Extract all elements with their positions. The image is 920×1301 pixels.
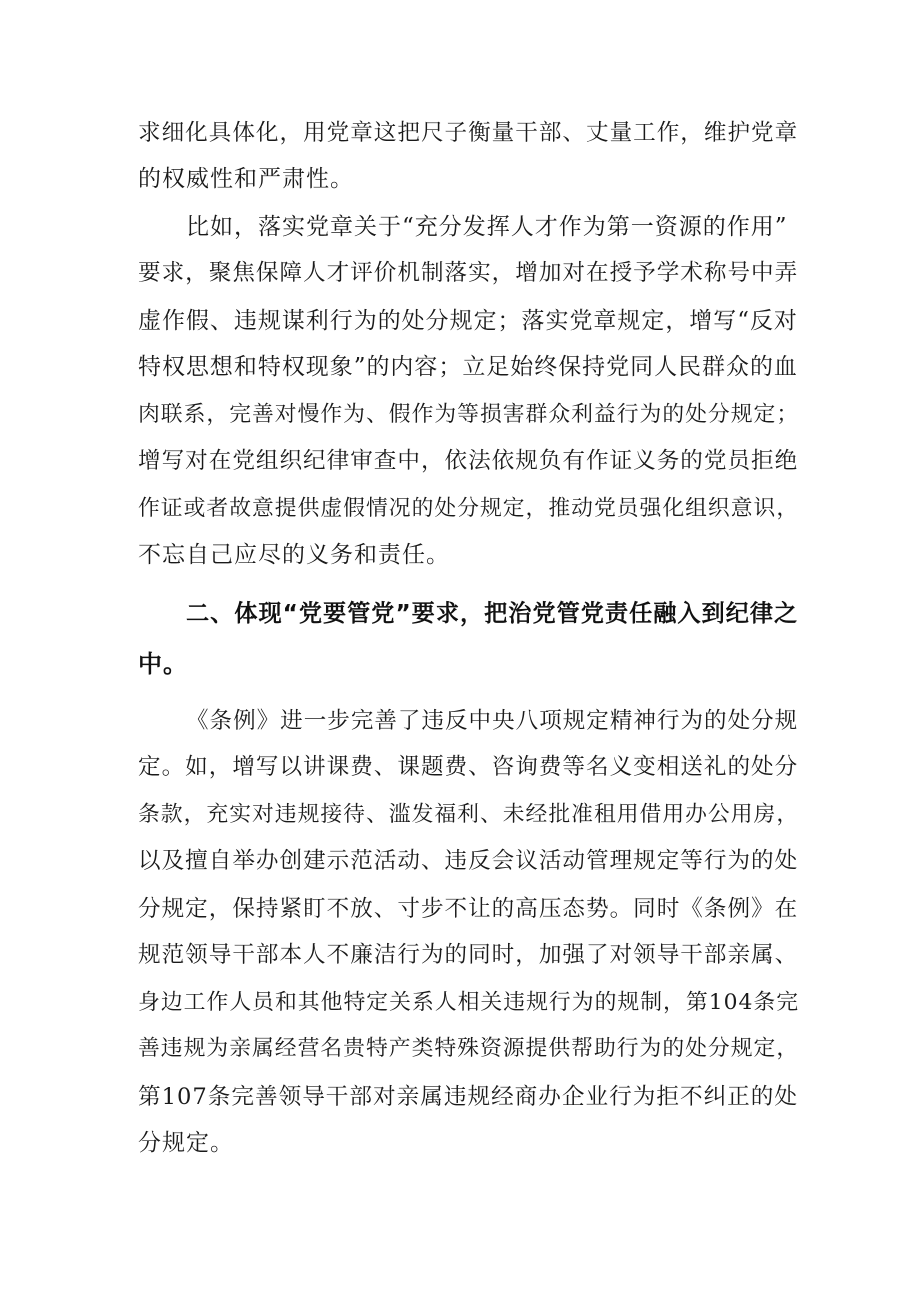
text-line: 比如，落实党章关于“充分发挥人才作为第一资源的作用” xyxy=(186,214,788,240)
text-line: 特权思想和特权现象”的内容；立足始终保持党同人民群众的血 xyxy=(138,354,798,380)
text-line: 第107条完善领导干部对亲属违规经商办企业行为拒不纠正的处 xyxy=(138,1084,799,1110)
text-line: 要求，聚焦保障人才评价机制落实，增加对在授予学术称号中弄 xyxy=(138,260,799,286)
section-heading: 二、体现“党要管党”要求，把治党管党责任融入到纪律之 xyxy=(186,600,799,627)
text-line: 的权威性和严肃性。 xyxy=(138,166,354,192)
text-line: 不忘自己应尽的义务和责任。 xyxy=(138,542,450,568)
text-line: 肉联系，完善对慢作为、假作为等损害群众利益行为的处分规定； xyxy=(138,402,800,427)
text-line: 虚作假、违规谋利行为的处分规定；落实党章规定，增写“反对 xyxy=(138,308,798,334)
text-line: 善违规为亲属经营名贵特产类特殊资源提供帮助行为的处分规定， xyxy=(138,1036,800,1061)
text-line: 定。如，增写以讲课费、课题费、咨询费等名义变相送礼的处分 xyxy=(138,754,799,780)
text-line: 分规定。 xyxy=(138,1130,234,1156)
text-line: 求细化具体化，用党章这把尺子衡量干部、丈量工作，维护党章 xyxy=(138,120,799,146)
text-line: 身边工作人员和其他特定关系人相关违规行为的规制，第104条完 xyxy=(138,990,800,1015)
text-line: 作证或者故意提供虚假情况的处分规定，推动党员强化组织意识， xyxy=(138,496,800,521)
text-line: 《条例》进一步完善了违反中央八项规定精神行为的处分规 xyxy=(186,708,799,734)
text-line: 增写对在党组织纪律审查中，依法依规负有作证义务的党员拒绝 xyxy=(138,448,799,474)
text-line: 规范领导干部本人不廉洁行为的同时，加强了对领导干部亲属、 xyxy=(138,942,799,968)
section-heading: 中。 xyxy=(138,650,188,678)
text-line: 以及擅自举办创建示范活动、违反会议活动管理规定等行为的处 xyxy=(138,848,799,874)
text-line: 条款，充实对违规接待、滥发福利、未经批准租用借用办公用房， xyxy=(138,802,800,827)
text-line: 分规定，保持紧盯不放、寸步不让的高压态势。同时《条例》在 xyxy=(138,896,799,922)
